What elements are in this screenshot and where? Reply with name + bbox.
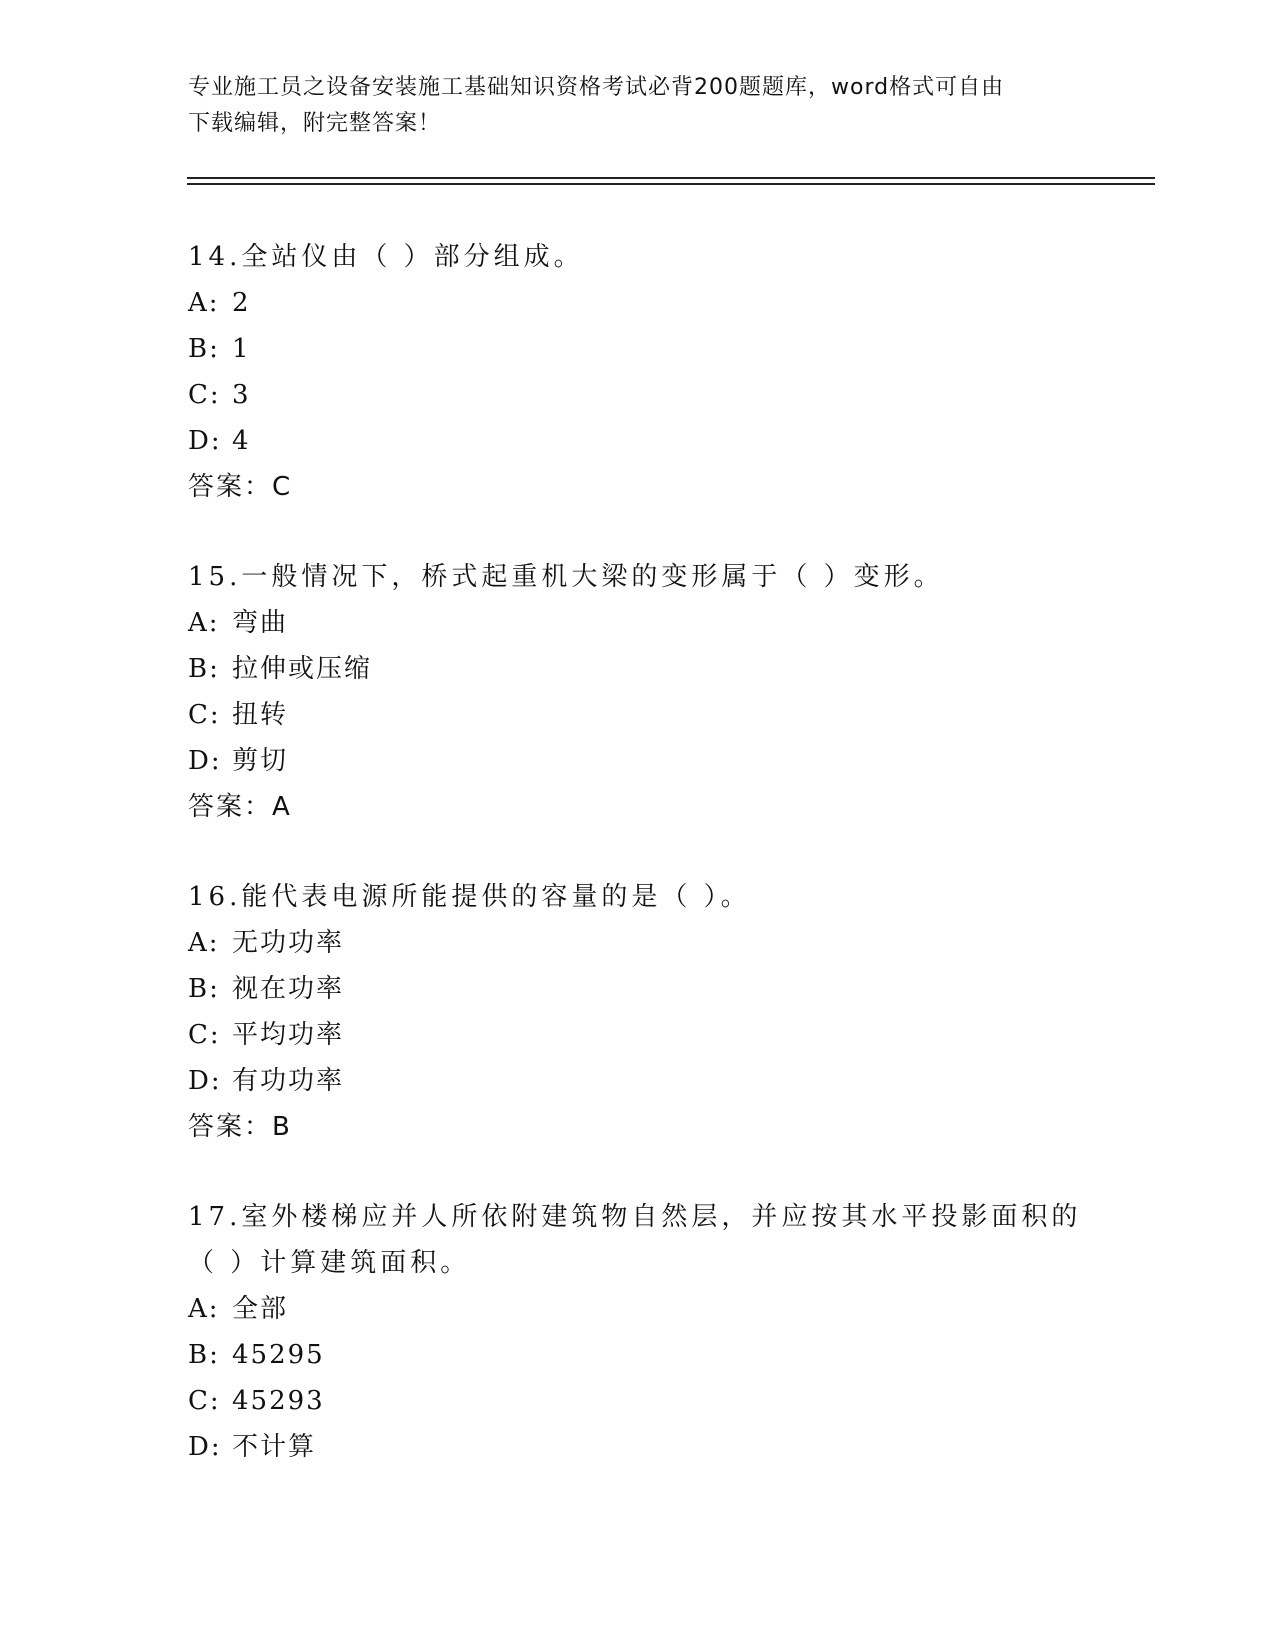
question-16 (188, 874, 1088, 1150)
option-d (188, 738, 1088, 784)
option-letter: D: (188, 746, 222, 776)
option-d (188, 1424, 1088, 1470)
option-text: 3 (232, 380, 251, 410)
option-letter: C: (188, 700, 221, 730)
answer: 答案：C (188, 472, 293, 502)
option-b (188, 646, 1088, 692)
question-stem: 17.室外楼梯应并人所依附建筑物自然层，并应按其水平投影面积的（ ）计算建筑面积。 (188, 1202, 1082, 1278)
header-line-1: 专业施工员之设备安装施工基础知识资格考试必背200题题库，word格式可自由 (188, 75, 1005, 100)
answer: 答案：B (188, 1112, 292, 1142)
option-letter: A: (188, 288, 220, 318)
answer: 答案：A (188, 792, 292, 822)
question-15 (188, 554, 1088, 830)
option-letter: C: (188, 1386, 221, 1416)
option-a (188, 600, 1088, 646)
option-text: 4 (232, 426, 251, 456)
option-letter: B: (188, 974, 220, 1004)
option-text: 视在功率 (232, 974, 345, 1004)
option-letter: A: (188, 928, 220, 958)
question-stem: 14.全站仪由（ ）部分组成。 (188, 242, 584, 272)
option-text: 无功功率 (232, 928, 345, 958)
header-line-2: 下载编辑，附完整答案！ (188, 111, 442, 136)
question-14 (188, 234, 1088, 510)
option-text: 拉伸或压缩 (232, 654, 373, 684)
document-header (188, 70, 1068, 142)
option-letter: A: (188, 608, 220, 638)
option-text: 1 (232, 334, 251, 364)
option-c (188, 692, 1088, 738)
option-text: 2 (232, 288, 251, 318)
option-letter: B: (188, 654, 220, 684)
option-text: 45295 (232, 1340, 325, 1370)
question-17 (188, 1194, 1088, 1470)
option-letter: A: (188, 1294, 220, 1324)
question-stem: 15.一般情况下，桥式起重机大梁的变形属于（ ）变形。 (188, 562, 944, 592)
option-c (188, 1378, 1088, 1424)
option-text: 有功功率 (232, 1066, 345, 1096)
option-b (188, 1332, 1088, 1378)
option-text: 扭转 (232, 700, 289, 730)
option-text: 45293 (232, 1386, 325, 1416)
option-text: 全部 (232, 1294, 289, 1324)
option-b (188, 966, 1088, 1012)
option-a (188, 280, 1088, 326)
option-b (188, 326, 1088, 372)
option-letter: B: (188, 334, 220, 364)
option-letter: C: (188, 380, 221, 410)
option-letter: D: (188, 426, 222, 456)
option-text: 不计算 (232, 1432, 317, 1462)
option-letter: D: (188, 1432, 222, 1462)
option-text: 平均功率 (232, 1020, 345, 1050)
option-c (188, 372, 1088, 418)
header-divider-bottom (187, 183, 1155, 185)
option-c (188, 1012, 1088, 1058)
option-d (188, 1058, 1088, 1104)
option-a (188, 1286, 1088, 1332)
option-letter: D: (188, 1066, 222, 1096)
header-divider-top (187, 177, 1155, 179)
option-letter: B: (188, 1340, 220, 1370)
option-a (188, 920, 1088, 966)
option-text: 剪切 (232, 746, 289, 776)
question-stem: 16.能代表电源所能提供的容量的是（ ）。 (188, 882, 751, 912)
option-text: 弯曲 (232, 608, 289, 638)
option-d (188, 418, 1088, 464)
option-letter: C: (188, 1020, 221, 1050)
